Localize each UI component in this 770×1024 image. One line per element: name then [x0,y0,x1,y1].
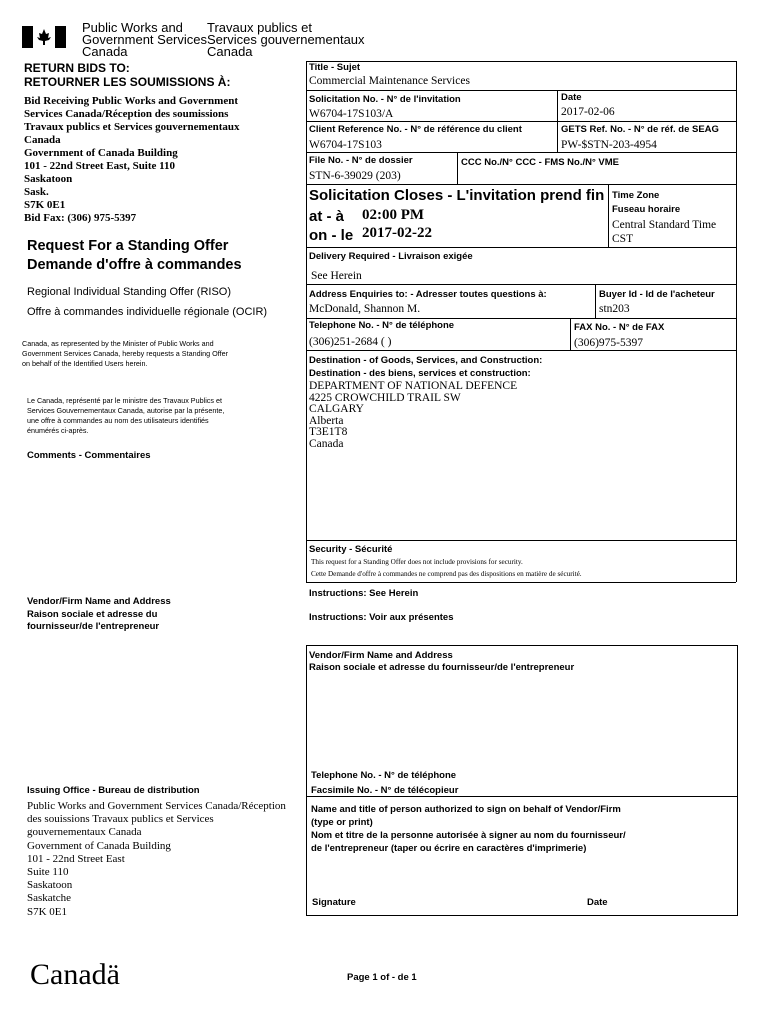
time-zone-label: Time Zone Fuseau horaire [612,190,681,215]
closing-at-label: at - à [309,208,345,225]
request-paragraph-en [22,339,228,369]
authorized-label-line: Nom et titre de la personne autorisée à signer au nom du fournisseur/ [311,830,626,841]
file-value: STN-6-39029 (203) [309,170,401,182]
comments-label: Comments - Commentaires [27,450,151,461]
paragraph-line: Le Canada, représenté par le ministre des Travaux Publics et [27,396,222,405]
security-label: Security - Sécurité [309,544,393,555]
signature-date-label: Date [587,897,608,908]
return-address-line: Services Canada/Réception des soumissions [24,108,229,120]
buyer-id-label: Buyer Id - Id de l'acheteur [599,289,715,300]
vendor-name-label: Vendor/Firm Name and Address Raison sociale et adresse du fournisseur/de l'entrepreneur [309,650,575,673]
destination-line: Canada [309,437,344,450]
authorized-label-line: (type or print) [311,817,373,828]
date-label: Date [561,92,582,103]
issuing-address-line: Government of Canada Building [27,839,171,852]
delivery-label: Delivery Required - Livraison exigée [309,251,473,262]
telephone-value: (306)251-2684 ( ) [309,336,392,348]
destination-address [309,381,517,450]
paragraph-line: Government Services Canada, hereby requests a Standing Offer [22,349,229,358]
solicitation-value: W6704-17S103/A [309,108,394,120]
authorized-label-line: Name and title of person authorized to sign on behalf of Vendor/Firm [311,804,621,815]
issuing-office-address [27,800,286,919]
title-label: Title - Sujet [309,62,361,73]
instructions-en: Instructions: See Herein [309,588,419,599]
issuing-address-line: Saskatche [27,892,71,905]
return-bids-title: RETURN BIDS TO: RETOURNER LES SOUMISSIONS À: [24,61,231,89]
government-flag-logo [22,26,66,48]
issuing-address-line: 101 - 22nd Street East [27,852,125,865]
return-address-line: S7K 0E1 [24,199,66,211]
request-title: Request For a Standing Offer Demande d'offre à commandes [27,238,242,273]
return-address-line: Bid Fax: (306) 975-5397 [24,212,137,224]
address-enquiries-label: Address Enquiries to: - Adresser toutes questions à: [309,289,547,300]
authorized-person-label [311,803,626,855]
address-enquiries-value: McDonald, Shannon M. [309,303,421,315]
title-value: Commercial Maintenance Services [309,75,470,87]
return-address-line: 101 - 22nd Street East, Suite 110 [24,160,176,172]
security-text-fr: Cette Demande d'offre à commandes ne comprend pas des dispositions en matière de sécurité. [311,570,582,578]
department-name-en: Public Works and Government Services Canada [82,20,207,59]
paragraph-line: Canada, as represented by the Minister of Public Works and [22,339,214,348]
issuing-address-line: Saskatoon [27,879,73,892]
signature-label: Signature [312,897,356,908]
ccc-label: CCC No./N° CCC - FMS No./N° VME [461,157,620,168]
solicitation-label: Solicitation No. - N° de l'invitation [309,94,461,105]
instructions-fr: Instructions: Voir aux présentes [309,612,454,623]
client-ref-label: Client Reference No. - N° de référence du client [309,124,522,135]
time-zone-value: Central Standard Time CST [612,219,717,245]
return-address-line: Government of Canada Building [24,147,178,159]
issuing-address-line: des souissions Travaux publics et Services [27,813,214,826]
vendor-label-line: Raison sociale et adresse du [27,608,158,620]
maple-leaf-flag-icon [22,26,66,48]
issuing-office-label: Issuing Office - Bureau de distribution [27,785,200,796]
gets-value: PW-$STN-203-4954 [561,139,657,151]
buyer-id-value: stn203 [599,303,630,315]
issuing-address-line: Public Works and Government Services Canada/Réception [27,800,286,812]
issuing-address-line: Suite 110 [27,866,69,879]
left-vendor-label [27,596,171,634]
vendor-facsimile-label: Facsimile No. - N° de télécopieur [311,785,459,796]
destination-label: Destination - of Goods, Services, and Construction: Destination - des biens, services et construction: [309,355,543,379]
paragraph-line: énumérés ci-après. [27,426,89,435]
destination-line: 4225 CROWCHILD TRAIL SW [309,391,461,404]
vendor-label-line: Vendor/Firm Name and Address [27,596,171,607]
fax-value: (306)975-5397 [574,337,643,349]
gets-label: GETS Ref. No. - N° de réf. de SEAG [561,124,719,135]
return-address-line: Bid Receiving Public Works and Government [24,95,239,107]
destination-line: CALGARY [309,403,364,415]
request-paragraph-fr [27,396,224,436]
destination-line: T3E1T8 [309,426,348,438]
paragraph-line: on behalf of the Identified Users herein. [22,359,148,368]
request-type: Regional Individual Standing Offer (RISO) Offre à commandes individuelle régionale (OCIR) [27,286,268,318]
date-value: 2017-02-06 [561,106,615,118]
closing-on-label: on - le [309,227,354,244]
destination-line: DEPARTMENT OF NATIONAL DEFENCE [309,380,518,392]
file-label: File No. - N° de dossier [309,155,413,166]
closing-time-value: 02:00 PM [362,207,425,223]
delivery-value: See Herein [311,270,362,282]
client-ref-value: W6704-17S103 [309,139,382,151]
paragraph-line: Services Gouvernementaux Canada, autorise par la présente, [27,406,225,415]
security-text-en: This request for a Standing Offer does not include provisions for security. [311,558,523,566]
vendor-telephone-label: Telephone No. - N° de téléphone [311,770,457,781]
paragraph-line: une offre à commandes au nom des utilisateurs identifiés [27,416,209,425]
vendor-label-line: fournisseur/de l'entrepreneur [27,621,160,632]
return-bids-address [24,95,240,225]
return-address-line: Saskatoon [24,173,73,185]
page-number: Page 1 of - de 1 [347,972,417,983]
issuing-address-line: S7K 0E1 [27,905,68,918]
closing-date-value: 2017-02-22 [362,225,432,241]
issuing-address-line: gouvernementaux Canada [27,826,142,839]
fax-label: FAX No. - N° de FAX [574,322,665,333]
canada-wordmark: Canadä [30,958,120,991]
return-address-line: Travaux publics et Services gouvernementaux [24,121,240,133]
return-address-line: Sask. [24,186,49,198]
solicitation-closes-title: Solicitation Closes - L'invitation prend fin [309,187,605,204]
authorized-label-line: de l'entrepreneur (taper ou écrire en caractères d'imprimerie) [311,843,587,854]
telephone-label: Telephone No. - N° de téléphone [309,320,455,331]
department-name-fr: Travaux publics et Services gouvernementaux Canada [207,20,365,59]
destination-line: Alberta [309,414,344,427]
return-address-line: Canada [24,134,61,146]
